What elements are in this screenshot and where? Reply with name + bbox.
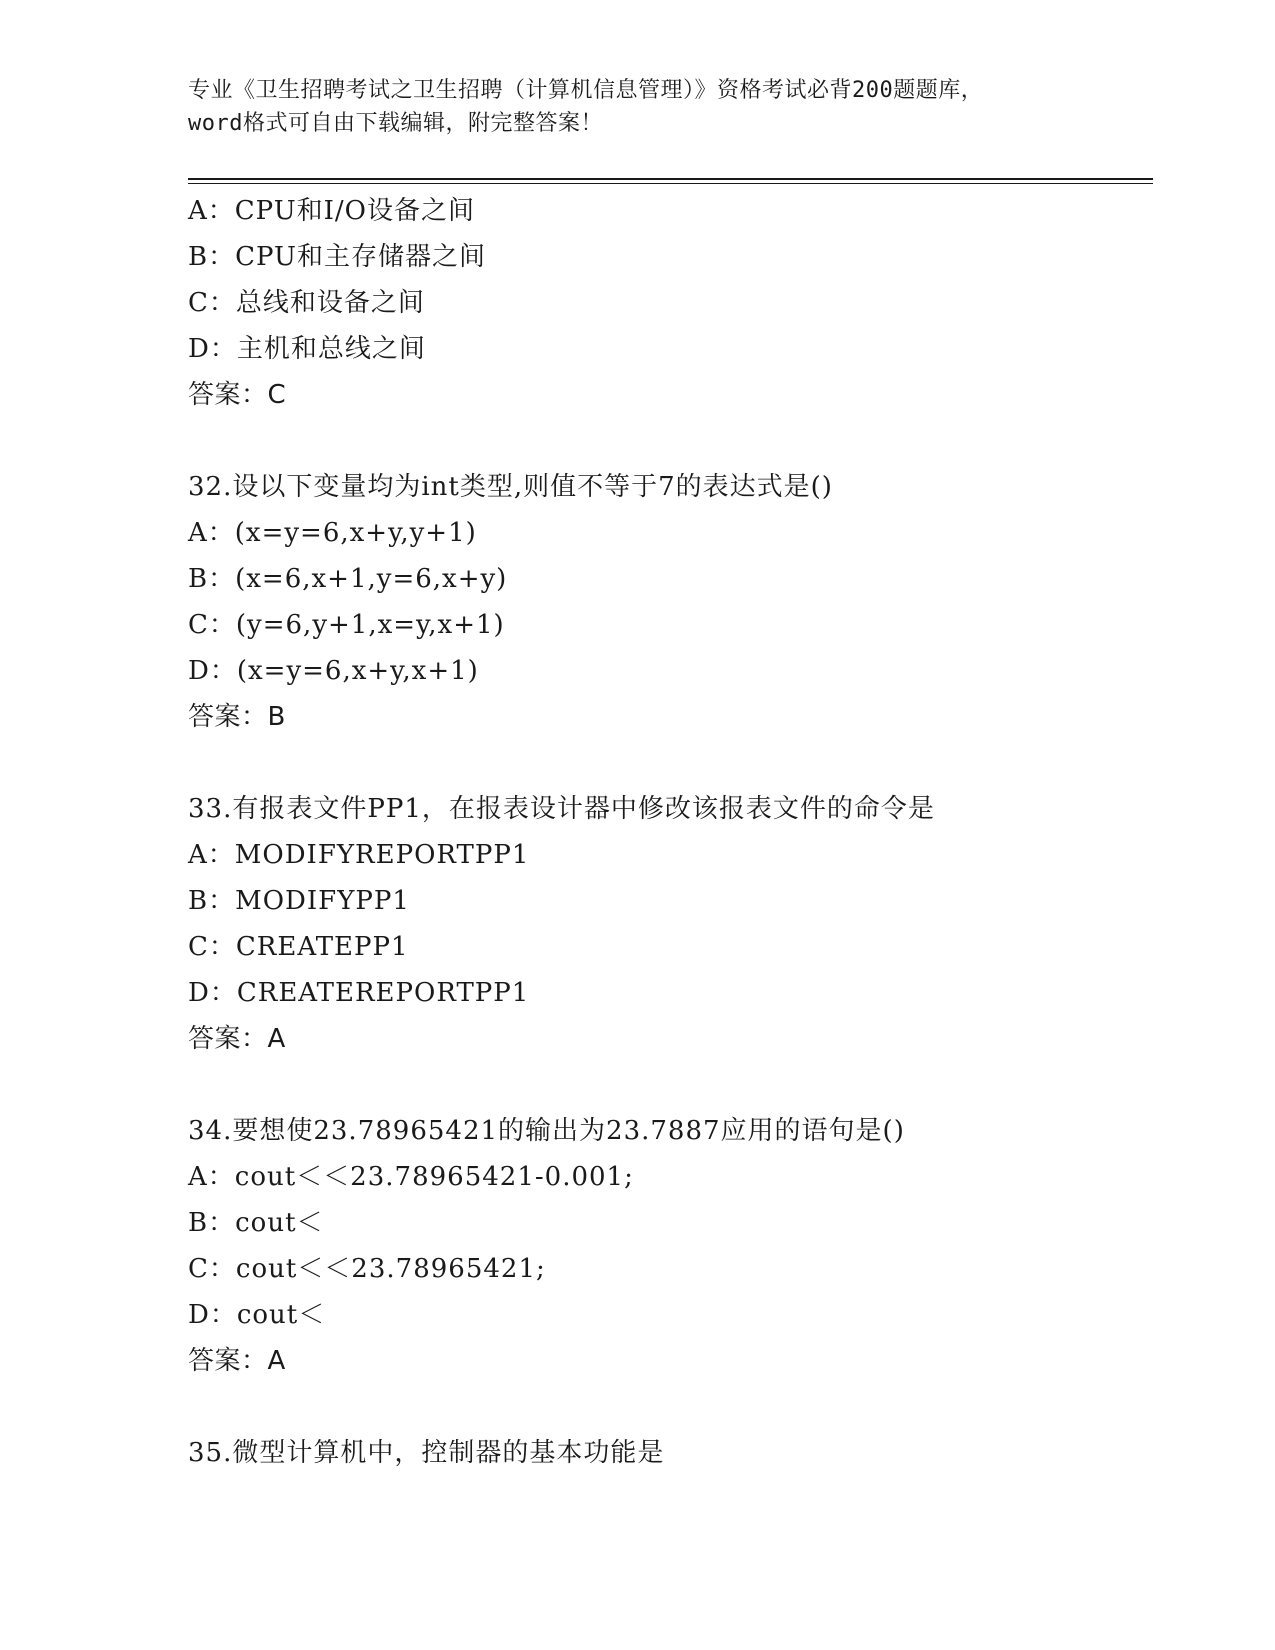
question-list [188, 188, 1148, 1476]
question-block-34 [188, 1108, 1148, 1384]
option-c: C：CREATEPP1 [188, 932, 409, 962]
question-text: 34.要想使23.78965421的输出为23.7887应用的语句是() [188, 1116, 905, 1146]
option-a: A：CPU和I/O设备之间 [188, 196, 475, 226]
answer-line: 答案：B [188, 702, 286, 732]
option-b: B：cout＜ [188, 1208, 324, 1238]
option-a: A：cout＜＜23.78965421-0.001; [188, 1162, 634, 1192]
answer-line: 答案：A [188, 1346, 286, 1376]
option-a: A：(x=y=6,x+y,y+1) [188, 518, 477, 548]
option-b: B：MODIFYPP1 [188, 886, 410, 916]
option-a: A：MODIFYREPORTPP1 [188, 840, 530, 870]
answer-line: 答案：C [188, 380, 287, 410]
header-title-line-1: 专业《卫生招聘考试之卫生招聘（计算机信息管理）》资格考试必背200题题库， [188, 78, 984, 103]
question-block-33 [188, 786, 1148, 1062]
option-b: B：CPU和主存储器之间 [188, 242, 486, 272]
option-b: B：(x=6,x+1,y=6,x+y) [188, 564, 508, 594]
header-title-line-2: word格式可自由下载编辑，附完整答案！ [188, 111, 603, 136]
option-d: D：cout＜ [188, 1300, 326, 1330]
option-c: C：(y=6,y+1,x=y,x+1) [188, 610, 505, 640]
question-text: 32.设以下变量均为int类型,则值不等于7的表达式是() [188, 472, 833, 502]
option-c: C：总线和设备之间 [188, 288, 425, 318]
document-header [188, 74, 1088, 140]
header-divider-thin [188, 183, 1153, 184]
question-text: 35.微型计算机中，控制器的基本功能是 [188, 1438, 665, 1468]
header-divider-thick [188, 178, 1153, 180]
question-block-31 [188, 188, 1148, 418]
option-d: D：主机和总线之间 [188, 334, 426, 364]
answer-line: 答案：A [188, 1024, 286, 1054]
option-d: D：CREATEREPORTPP1 [188, 978, 530, 1008]
question-block-35 [188, 1430, 1148, 1476]
option-c: C：cout＜＜23.78965421; [188, 1254, 546, 1284]
question-block-32 [188, 464, 1148, 740]
option-d: D：(x=y=6,x+y,x+1) [188, 656, 479, 686]
question-text: 33.有报表文件PP1，在报表设计器中修改该报表文件的命令是 [188, 794, 935, 824]
